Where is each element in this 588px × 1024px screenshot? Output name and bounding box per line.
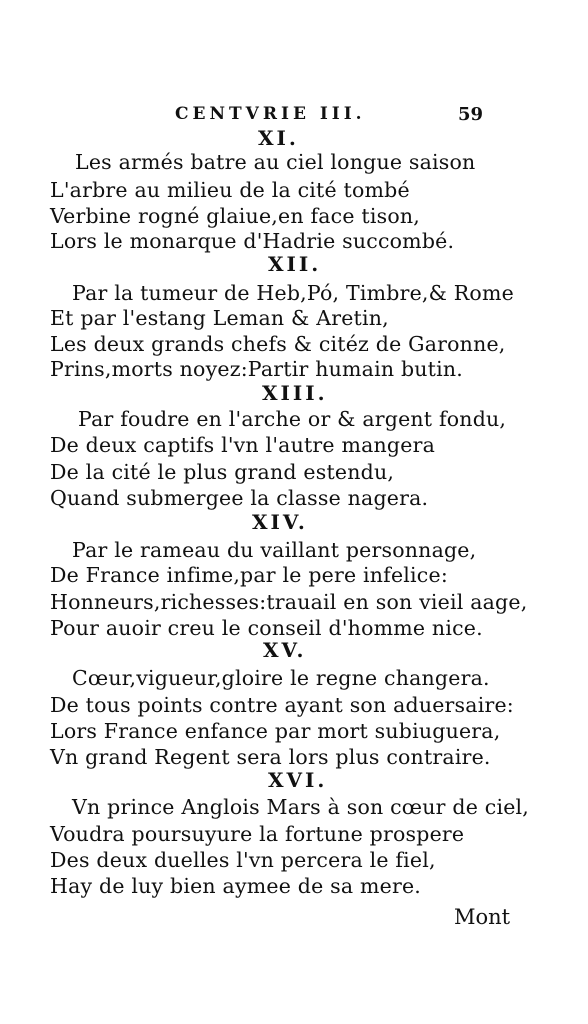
verse-line: Cœur,vigueur,gloire le regne changera.: [72, 666, 490, 690]
verse-line: Par foudre en l'arche or & argent fondu,: [78, 407, 507, 431]
verse-line: Et par l'estang Leman & Aretin,: [50, 306, 389, 330]
verse-line: L'arbre au milieu de la cité tombé: [50, 178, 410, 202]
verse-line: Verbine rogné glaiue,en face tison,: [50, 204, 420, 228]
verse-line: De tous points contre ayant son aduersaire:: [50, 693, 514, 717]
verse-line: Quand submergee la classe nagera.: [50, 486, 429, 510]
verse-line: De deux captifs l'vn l'autre mangera: [50, 433, 435, 457]
quatrain-number: XV.: [263, 638, 307, 662]
verse-line: Lors France enfance par mort subiuguera,: [50, 719, 501, 743]
quatrain-number: XIV.: [252, 510, 308, 534]
verse-line: Des deux duelles l'vn percera le fiel,: [50, 848, 436, 872]
quatrain-number: XVI.: [268, 768, 328, 792]
verse-line: Voudra poursuyure la fortune prospere: [50, 822, 465, 846]
verse-line: Par la tumeur de Heb,Pó, Timbre,& Rome: [72, 281, 514, 305]
verse-line: Hay de luy bien aymee de sa mere.: [50, 874, 422, 898]
verse-line: Lors le monarque d'Hadrie succombé.: [50, 229, 455, 253]
verse-line: Prins,morts noyez:Partir humain butin.: [50, 357, 463, 381]
verse-line: Les armés batre au ciel longue saison: [75, 150, 476, 174]
verse-line: De la cité le plus grand estendu,: [50, 460, 395, 484]
quatrain-number: XIII.: [262, 381, 328, 405]
page-number: 59: [458, 104, 484, 125]
verse-line: Vn prince Anglois Mars à son cœur de ciel,: [72, 795, 530, 819]
verse-line: Honneurs,richesses:trauail en son vieil aage,: [50, 590, 528, 614]
catchword: Mont: [454, 905, 511, 929]
quatrain-number: XI.: [258, 126, 299, 150]
verse-line: Les deux grands chefs & citéz de Garonne,: [50, 332, 506, 356]
verse-line: Par le rameau du vaillant personnage,: [72, 538, 477, 562]
verse-line: Pour auoir creu le conseil d'homme nice.: [50, 616, 483, 640]
running-head-title: CENTVRIE III.: [175, 104, 366, 124]
running-head: [0, 104, 588, 128]
verse-line: Vn grand Regent sera lors plus contraire.: [50, 745, 491, 769]
verse-line: De France infime,par le pere infelice:: [50, 563, 448, 587]
quatrain-number: XII.: [268, 252, 322, 276]
